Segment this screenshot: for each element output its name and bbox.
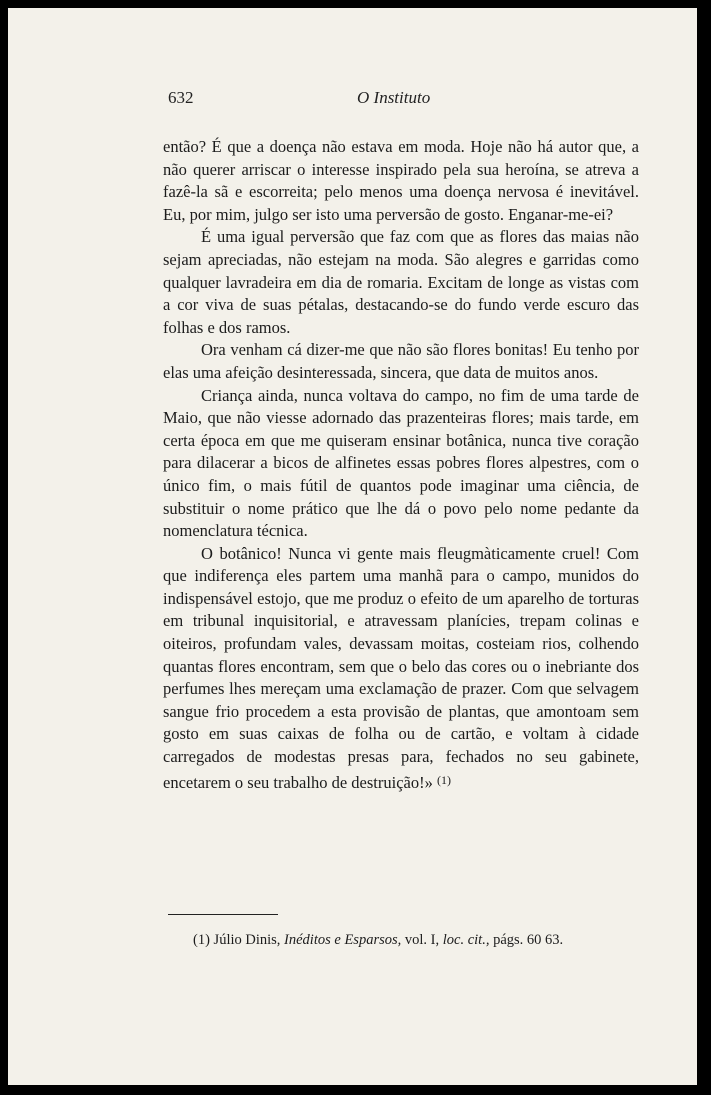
footnote-divider xyxy=(168,914,278,915)
paragraph-1: então? É que a doença não estava em moda. Hoje não há autor que, a não querer arriscar o interesse inspirado pela sua heroína, se atreva a fazê-la sã e escorreita; pelo menos uma doença nervosa é inevitável. Eu, por mim, julgo ser isto uma perversão de gosto. Enganar-me-ei? xyxy=(163,137,639,224)
footnote-pages: págs. 60 63. xyxy=(493,932,564,948)
footnote-marker: (1) xyxy=(193,932,210,948)
footnote-author: Júlio Dinis, xyxy=(213,932,281,948)
paragraph-2: É uma igual perversão que faz com que as flores das maias não sejam apreciadas, não estejam na moda. São alegres e garridas como qualquer lavradeira em dia de romaria. Excitam de longe as vistas com a cor viva de suas pétalas, destacando-se do fundo verde escuro das folhas e dos ramos. xyxy=(163,227,639,337)
body-text xyxy=(163,136,639,794)
footnote-reference: (1) xyxy=(436,772,451,787)
page-number: 632 xyxy=(168,88,194,107)
journal-title: O Instituto xyxy=(357,88,431,107)
footnote-work-title: Inéditos e Esparsos, xyxy=(284,932,402,948)
paragraph-5 xyxy=(163,543,639,795)
footnote xyxy=(163,930,639,950)
footnote-loc-cit: loc. cit., xyxy=(442,932,490,948)
running-head xyxy=(8,88,697,112)
paragraph-3: Ora venham cá dizer-me que não são flores bonitas! Eu tenho por elas uma afeição desinteressada, sincera, que data de muitos anos. xyxy=(163,340,639,382)
paragraph-4: Criança ainda, nunca voltava do campo, no fim de uma tarde de Maio, que não viesse adornado das prazenteiras flores; mais tarde, em certa época em que me quiseram ensinar botânica, nunca tive coração para dilacerar a bicos de alfinetes essas pobres flores alpestres, com o único fim, o mais fútil de quantos pode imaginar uma ciência, de substituir o nome prático que lhe dá o povo pelo nome pedante da nomenclatura técnica. xyxy=(163,385,639,541)
footnote-volume: vol. I, xyxy=(404,932,440,948)
book-page xyxy=(8,8,697,1085)
paragraph-5-text: O botânico! Nunca vi gente mais fleugmàticamente cruel! Com que indiferença eles partem uma manhã para o campo, munidos do indispensável estojo, que me produz o efeito de um aparelho de torturas em tribunal inquisitorial, e atravessam planícies, trepam colinas e oiteiros, profundam vales, devassam moitas, costeiam rios, colhendo quantas flores encontram, sem que o belo das cores ou o inebriante dos perfumes lhes mereçam uma exclamação de prazer. Com que selvagem sangue frio procedem a esta provisão de plantas, que amontoam sem gosto em suas caixas de folha ou de cartão, e voltam à cidade carregados de modestas presas para, fechados no seu gabinete, encetarem o seu trabalho de destruição!» xyxy=(163,543,639,792)
